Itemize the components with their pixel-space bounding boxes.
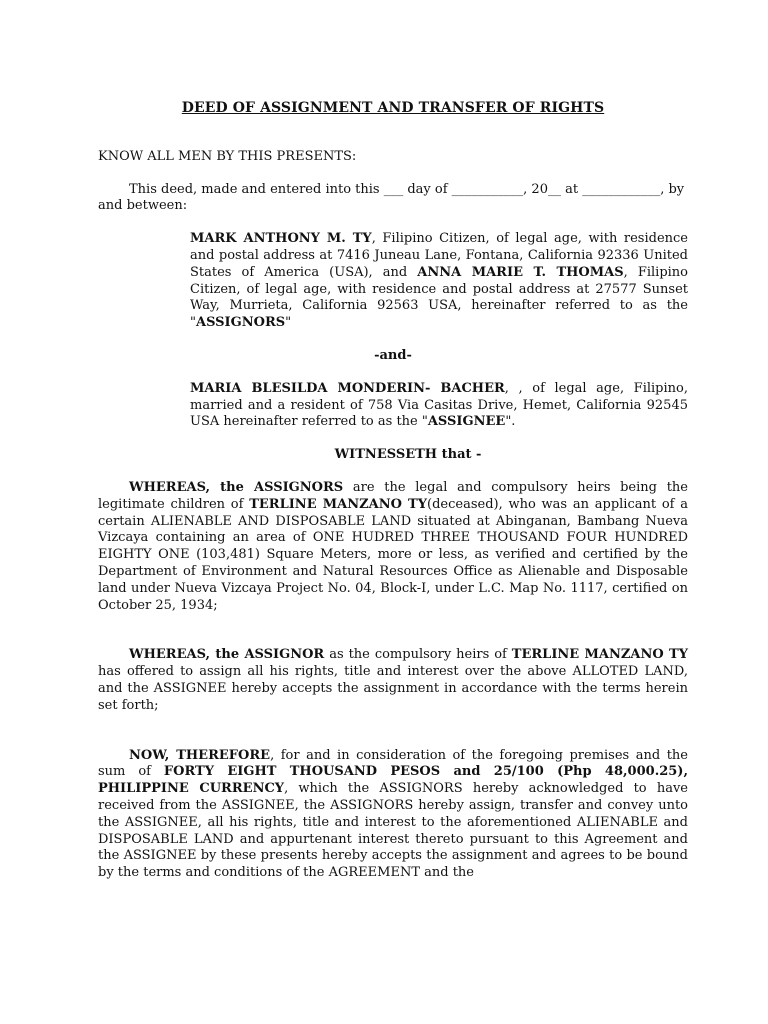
and-text: -and-	[374, 347, 412, 363]
whereas-clause-2	[98, 647, 688, 714]
whereas2-decedent-name: TERLINE MANZANO TY	[511, 647, 688, 663]
assignee-label: ASSIGNEE	[427, 414, 506, 430]
assignee-text-1: , , of legal age, Filipino, married and a resident of 758 Via Casitas Drive, Hemet, California 92545 USA hereinafter referred to as the "	[190, 380, 688, 430]
and-separator	[98, 348, 688, 365]
assignor-name-2: ANNA MARIE T. THOMAS	[417, 264, 624, 280]
whereas1-decedent-name: TERLINE MANZANO TY	[249, 496, 428, 512]
assignee-paragraph	[190, 381, 688, 431]
whereas1-text-1: are the legal and compulsory heirs being the legitimate children of	[98, 479, 688, 512]
assignor-text-1: , Filipino Citizen, of legal age, with residence and postal address at 7416 Juneau Lane, Fontana, California 92336 United States of America (USA), and	[190, 231, 688, 280]
witnesseth-line	[98, 447, 688, 464]
whereas2-lead: WHEREAS, the ASSIGNOR	[129, 647, 325, 663]
document-title: DEED OF ASSIGNMENT AND TRANSFER OF RIGHTS	[181, 100, 605, 116]
whereas1-lead: WHEREAS, the	[129, 479, 254, 495]
assignee-text-2: ".	[505, 414, 516, 430]
witnesseth-text: WITNESSETH that -	[334, 447, 482, 463]
whereas2-text-2: has offered to assign all his rights, title and interest over the above ALLOTED LAND, and the ASSIGNEE hereby accepts the assignment in accordance with the terms herein set forth;	[98, 664, 688, 713]
whereas2-text-1: as the compulsory heirs of	[324, 647, 512, 663]
now-therefore-text-1: , for and in consideration of the foregoing premises and the sum of	[98, 747, 688, 780]
whereas1-assignors: ASSIGNORS	[254, 479, 344, 495]
assignor-text-3: "	[285, 315, 292, 331]
now-therefore-text-2: , which the ASSIGNORS hereby acknowledged to have received from the ASSIGNEE, the ASSIGNORS hereby assign, transfer and convey unto the ASSIGNEE, all his rights, title and interest to the aforementioned ALIENABLE and DISPOSABLE LAND and appurtenant interest thereto pursuant to this Agreement and the ASSIGNEE by these presents hereby accepts the assignment and agrees to be bound by the terms and conditions of the AGREEMENT and the	[98, 781, 688, 881]
assignors-paragraph	[190, 231, 688, 332]
deed-intro: This deed, made and entered into this ___ day of ___________, 20__ at ____________, by and between:	[98, 181, 685, 214]
whereas1-text-2: (deceased), who was an applicant of a certain ALIENABLE AND DISPOSABLE LAND situated at Abinganan, Bambang Nueva Vizcaya containing an area of ONE HUDRED THREE THOUSAND FOUR HUNDRED EIGHTY ONE (103,481) Square Meters, more or less, as verified and certified by the Department of Environment and Natural Resources Office as Alienable and Disposable land under Nueva Vizcaya Project No. 04, Block-I, under L.C. Map No. 1117, certified on October 25, 1934;	[98, 496, 688, 613]
whereas-clause-1	[98, 480, 688, 614]
assignee-name: MARIA BLESILDA MONDERIN- BACHER	[190, 380, 505, 396]
consideration-amount: FORTY EIGHT THOUSAND PESOS and 25/100 (Php 48,000.25), PHILIPPINE CURRENCY	[98, 764, 688, 797]
now-therefore-clause	[98, 748, 688, 882]
assignor-name-1: MARK ANTHONY M. TY	[190, 231, 372, 247]
salutation: KNOW ALL MEN BY THIS PRESENTS:	[98, 148, 357, 164]
now-therefore-lead: NOW, THEREFORE	[129, 747, 271, 763]
assignors-label: ASSIGNORS	[195, 315, 286, 331]
assignor-text-2: , Filipino Citizen, of legal age, with residence and postal address at 27577 Sunset Way, Murrieta, California 92563 USA, hereinafter referred to as the "	[190, 264, 688, 331]
